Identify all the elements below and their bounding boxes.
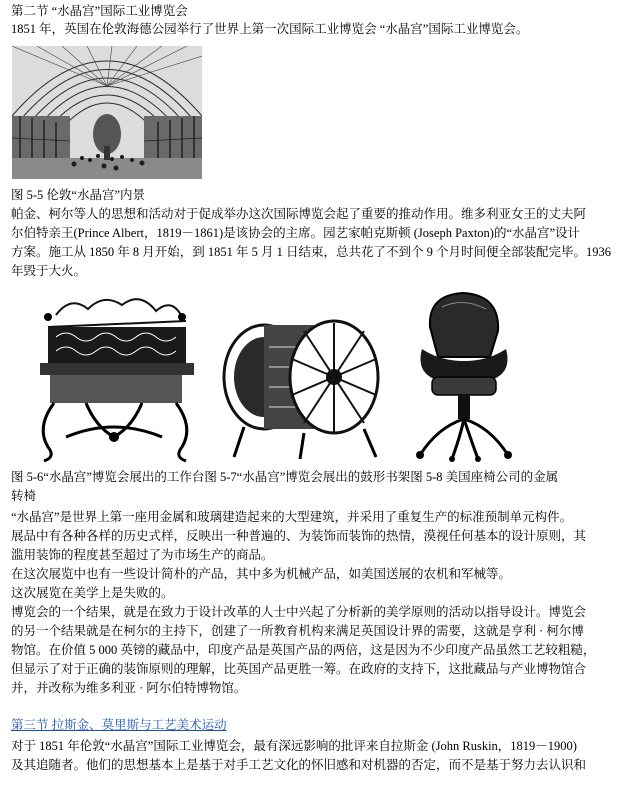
figure-5-5-caption: 图 5-5 伦敦“水晶宫”内景 bbox=[11, 188, 146, 202]
paragraph-3: 在这次展览中也有一些设计简朴的产品，其中多为机械产品，如美国送展的农机和军械等。 bbox=[11, 567, 512, 581]
work-table-image bbox=[26, 287, 202, 463]
section-3-title-link[interactable]: 第三节 拉斯金、莫里斯与工艺美术运动 bbox=[11, 718, 227, 732]
paragraph-2-line-2: 展品中有各种各样的历史式样，反映出一种普遍的、为装饰而装饰的热情，漠视任何基本的设计原则，其 bbox=[11, 529, 587, 543]
section-3-line-2: 及其追随者。他们的思想基本上是基于对手工艺文化的怀旧感和对机器的否定，而不是基于努力去认识和 bbox=[11, 758, 587, 772]
paragraph-5-line-5: 并，并改称为维多利亚 · 阿尔伯特博物馆。 bbox=[11, 681, 247, 695]
crystal-palace-interior-image bbox=[12, 46, 202, 179]
exhibition-figures-row bbox=[26, 287, 586, 463]
paragraph-1-line-1: 帕金、柯尔等人的思想和活动对于促成举办这次国际博览会起了重要的推动作用。维多利亚女王的丈夫阿 bbox=[11, 207, 587, 221]
paragraph-5-line-4: 但显示了对于正确的装饰原则的理解，比英国产品更胜一筹。在政府的支持下，这批藏品与产业博物馆合 bbox=[11, 662, 587, 676]
figures-caption-line-2: 转椅 bbox=[11, 489, 37, 503]
paragraph-2-line-3: 滥用装饰的程度甚至超过了为市场生产的商品。 bbox=[11, 548, 274, 562]
section-2-intro: 1851 年，英国在伦敦海德公园举行了世界上第一次国际工业博览会 “水晶宫”国际工业博览会。 bbox=[11, 22, 529, 36]
section-2-title: 第二节 “水晶宫”国际工业博览会 bbox=[11, 4, 188, 18]
paragraph-5-line-1: 博览会的一个结果，就是在致力于设计改革的人士中兴起了分析新的美学原则的活动以指导设计。博览会 bbox=[11, 605, 587, 619]
paragraph-5-line-2: 的另一个结果就是在柯尔的主持下，创建了一所教育机构来满足英国设计界的需要，这就是亨利 · 柯尔博 bbox=[11, 624, 584, 638]
section-3-heading-row bbox=[11, 716, 617, 735]
drum-bookshelf-image bbox=[214, 287, 394, 463]
paragraph-1-line-4: 年毁于大火。 bbox=[11, 264, 87, 278]
paragraph-1-line-3: 方案。施工从 1850 年 8 月开始，到 1851 年 5 月 1 日结束，总共花了不到个 9 个月时间便全部装配完毕。1936 bbox=[11, 245, 612, 259]
paragraph-5-line-3: 物馆。在价值 5 000 英镑的藏品中，印度产品是英国产品的两倍，这是因为不少印度产品虽然工艺较粗糙， bbox=[11, 643, 596, 657]
paragraph-2-line-1: “水晶宫”是世界上第一座用金属和玻璃建造起来的大型建筑，并采用了重复生产的标准预制单元构件。 bbox=[11, 510, 573, 524]
swivel-chair-image bbox=[408, 287, 518, 463]
paragraph-1-line-2: 尔伯特亲王(Prince Albert，1819－1861)是该协会的主席。园艺家帕克斯顿 (Joseph Paxton)的“水晶宫”设计 bbox=[11, 226, 581, 240]
paragraph-4: 这次展览在美学上是失败的。 bbox=[11, 586, 174, 600]
figures-caption-line-1: 图 5-6“水晶宫”博览会展出的工作台图 5-7“水晶宫”博览会展出的鼓形书架图 5-8 美国座椅公司的金属 bbox=[11, 470, 559, 484]
section-3-line-1: 对于 1851 年伦敦“水晶宫”国际工业博览会，最有深远影响的批评来自拉斯金 (John Ruskin，1819－1900) bbox=[11, 739, 577, 753]
